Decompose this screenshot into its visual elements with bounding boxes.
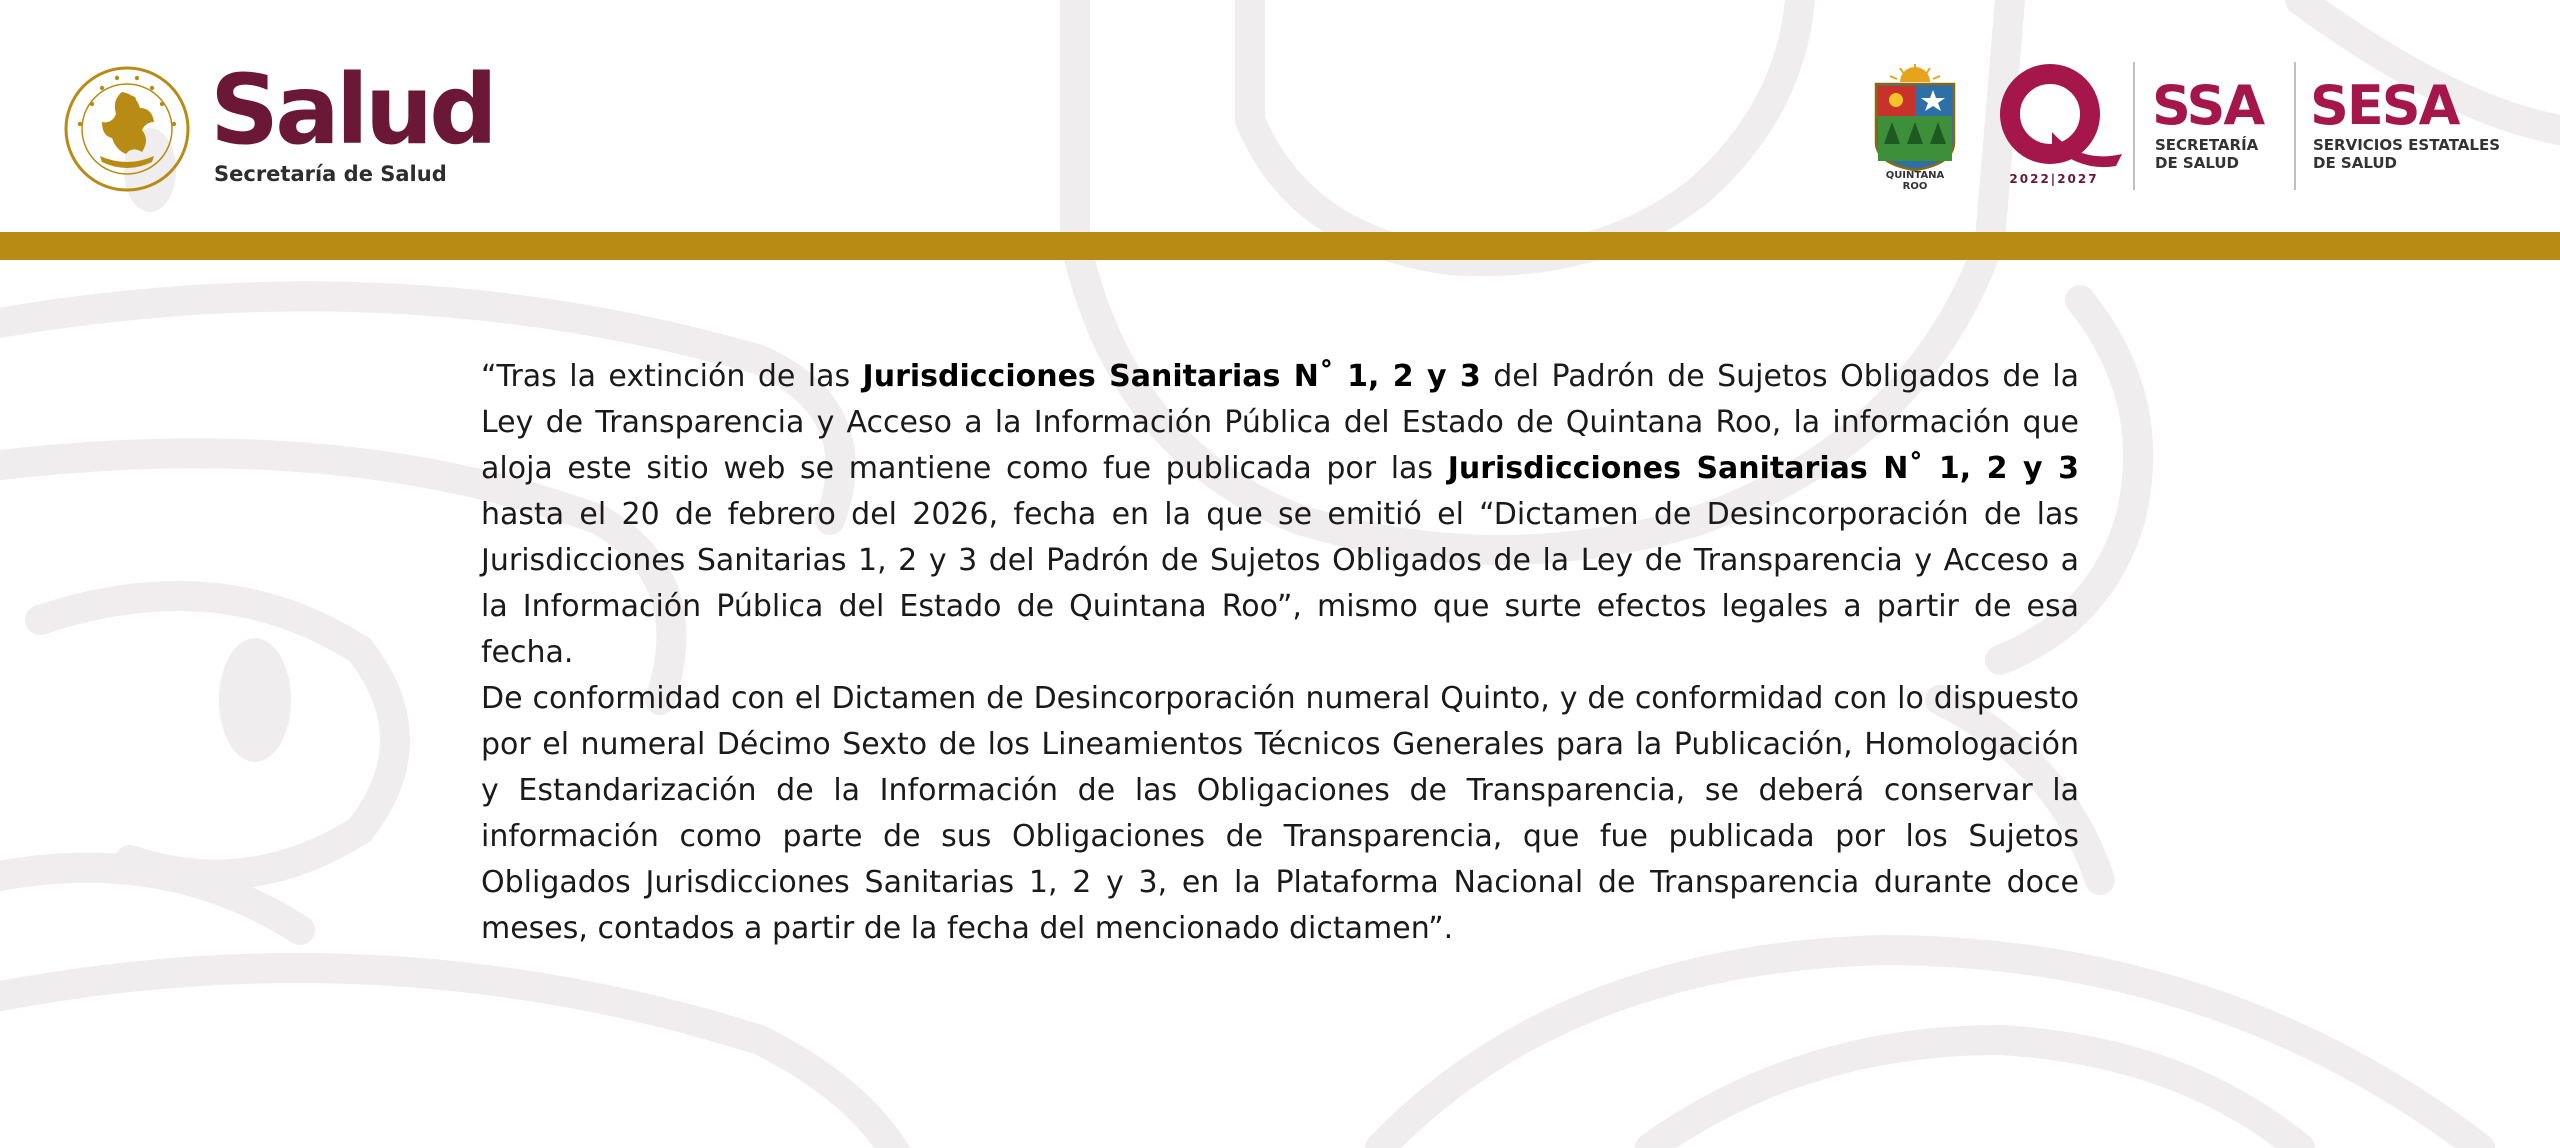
- sesa-name-line2: DE SALUD: [2313, 154, 2397, 172]
- ssa-logo: [2152, 74, 2282, 172]
- notice-text: hasta el 20 de febrero del 2026, fecha en la que se emitió el “Dictamen de Desincorporación de las Jurisdicciones Sanitarias 1, 2 y 3 del Padrón de Sujetos Obligados de la Ley de Transparencia y Acceso a la Información Pública del Estado de Quintana Roo”, mismo que surte efectos legales a partir de esa fecha.: [481, 497, 2079, 670]
- notice-bold-jurisdictions: Jurisdicciones Sanitarias N˚ 1, 2 y 3: [1447, 451, 2080, 486]
- quintana-roo-label: QUINTANA ROO: [1885, 170, 1945, 192]
- sesa-logo: [2310, 74, 2501, 172]
- notice-body: [481, 354, 2079, 952]
- notice-paragraph-1: [481, 354, 2079, 676]
- mexican-national-seal-icon: [62, 64, 192, 194]
- header-gold-band: [0, 232, 2560, 260]
- sesa-abbreviation: SESA: [2310, 74, 2459, 137]
- notice-text: “Tras la extinción de las: [481, 359, 863, 394]
- notice-text: del Padrón de Sujetos Obligados de la Ley de Transparencia y Acceso a la Información Pública del Estado de Quintana Roo, la información que aloja este sitio web se mantiene como fue publicada por las: [481, 359, 2079, 486]
- notice-paragraph-2: De conformidad con el Dictamen de Desincorporación numeral Quinto, y de conformidad con lo dispuesto por el numeral Décimo Sexto de los Lineamientos Técnicos Generales para la Publicación, Homologación y Estandarización de la Información de las Obligaciones de Transparencia, se deberá conservar la información como parte de sus Obligaciones de Transparencia, que fue publicada por los Sujetos Obligados Jurisdicciones Sanitarias 1, 2 y 3, en la Plataforma Nacional de Transparencia durante doce meses, contados a partir de la fecha del mencionado dictamen”.: [481, 681, 2079, 946]
- state-government-years: 2022|2027: [2009, 172, 2099, 186]
- notice-bold-jurisdictions: Jurisdicciones Sanitarias N˚ 1, 2 y 3: [862, 359, 1481, 394]
- page-header: [0, 0, 2560, 232]
- ssa-name-line2: DE SALUD: [2155, 154, 2239, 172]
- sesa-name-line1: SERVICIOS ESTATALES: [2313, 136, 2501, 154]
- logo-divider: [2133, 62, 2135, 190]
- ssa-name-line1: SECRETARÍA: [2155, 136, 2259, 154]
- logo-divider: [2294, 62, 2296, 190]
- salud-logo: [210, 54, 494, 186]
- salud-logo-title: Salud: [210, 54, 494, 166]
- salud-logo-subtitle: Secretaría de Salud: [214, 162, 447, 186]
- ssa-abbreviation: SSA: [2152, 74, 2264, 137]
